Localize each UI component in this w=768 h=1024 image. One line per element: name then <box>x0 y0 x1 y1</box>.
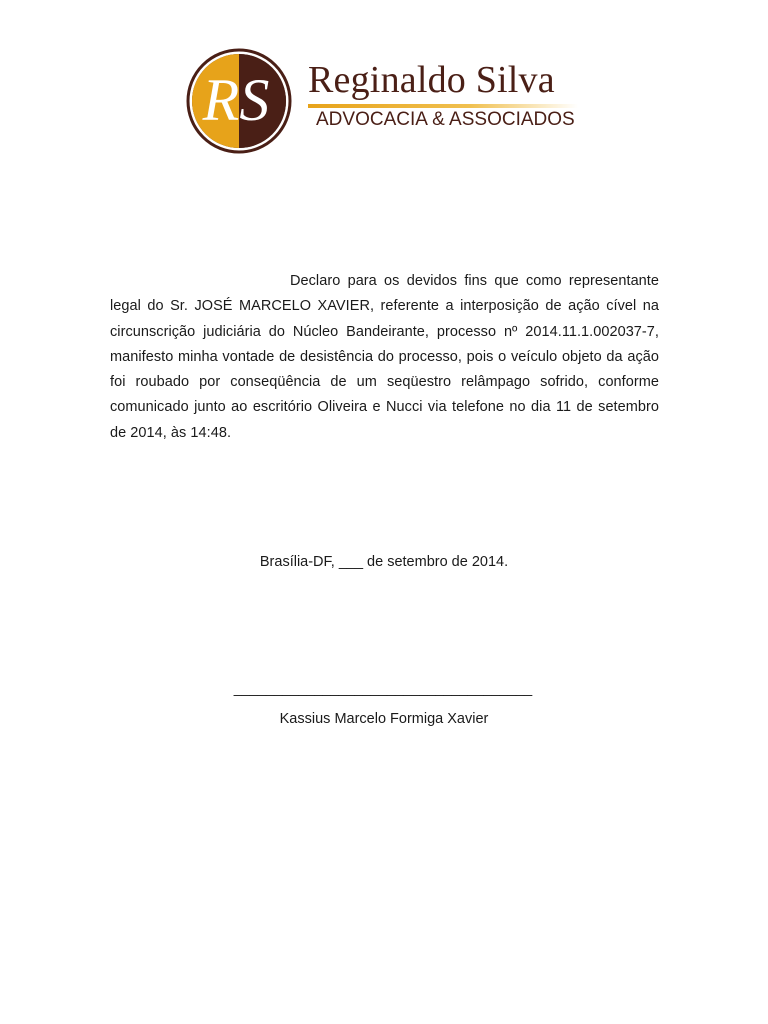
signature-line: _____________________________________ <box>233 681 533 697</box>
declaration-body: Declaro para os devidos fins que como representante legal do Sr. JOSÉ MARCELO XAVIER, referente a interposição de ação cível na circunscrição judiciária do Núcleo Bandeirante, processo nº 2014.11.1.002037-7, manifesto minha vontade de desistência do processo, pois o veículo objeto da ação foi roubado por conseqüência de um seqüestro relâmpago sofrido, conforme comunicado junto ao escritório Oliveira e Nucci via telefone no dia 11 de setembro de 2014, às 14:48. <box>110 273 659 441</box>
rs-monogram-logo-icon <box>186 48 292 154</box>
firm-subtitle: ADVOCACIA & ASSOCIADOS <box>316 109 575 130</box>
logo-divider <box>308 104 578 108</box>
date-line: Brasília-DF, ___ de setembro de 2014. <box>259 554 509 570</box>
firm-logo <box>186 48 586 154</box>
svg-text:RS: RS <box>202 67 270 133</box>
signatory-name: Kassius Marcelo Formiga Xavier <box>279 711 489 727</box>
firm-name: Reginaldo Silva <box>308 59 555 101</box>
